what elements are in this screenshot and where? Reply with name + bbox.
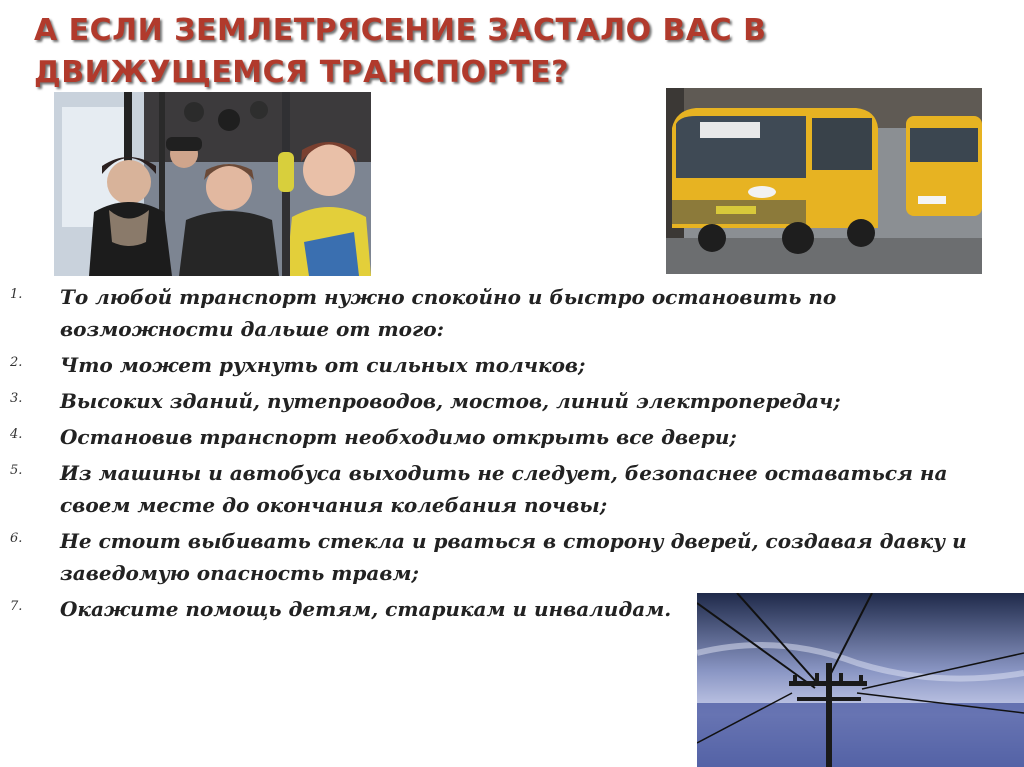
item-text: Высоких зданий, путепроводов, мостов, линий электропередач; — [60, 389, 841, 413]
item-text: Окажите помощь детям, старикам и инвалидам. — [60, 597, 672, 621]
item-number: 1. — [10, 287, 23, 302]
list-item — [0, 457, 1000, 521]
item-text: Остановив транспорт необходимо открыть все двери; — [60, 425, 737, 449]
advice-list — [0, 281, 1000, 629]
list-item — [0, 349, 1000, 381]
item-number: 5. — [10, 463, 23, 478]
list-item — [0, 281, 1000, 345]
item-text: Что может рухнуть от сильных толчков; — [60, 353, 586, 377]
item-text: То любой транспорт нужно спокойно и быстро остановить по возможности дальше от того: — [60, 285, 837, 341]
powerline-photo — [697, 593, 1024, 767]
list-item — [0, 525, 1000, 589]
slide-title — [34, 10, 794, 94]
item-number: 6. — [10, 531, 23, 546]
list-item — [0, 421, 1000, 453]
buses-photo — [666, 88, 982, 274]
item-text: Из машины и автобуса выходить не следует, безопаснее оставаться на своем месте до окончания колебания почвы; — [60, 461, 948, 517]
item-number: 7. — [10, 599, 23, 614]
item-number: 3. — [10, 391, 23, 406]
title-line-2: ДВИЖУЩЕМСЯ ТРАНСПОРТЕ? — [34, 55, 569, 90]
item-number: 4. — [10, 427, 23, 442]
item-number: 2. — [10, 355, 23, 370]
item-text: Не стоит выбивать стекла и рваться в сторону дверей, создавая давку и заведомую опасность травм; — [60, 529, 967, 585]
passengers-photo — [54, 92, 371, 276]
list-item — [0, 385, 1000, 417]
title-line-1: А ЕСЛИ ЗЕМЛЕТРЯСЕНИЕ ЗАСТАЛО ВАС В — [34, 13, 767, 48]
